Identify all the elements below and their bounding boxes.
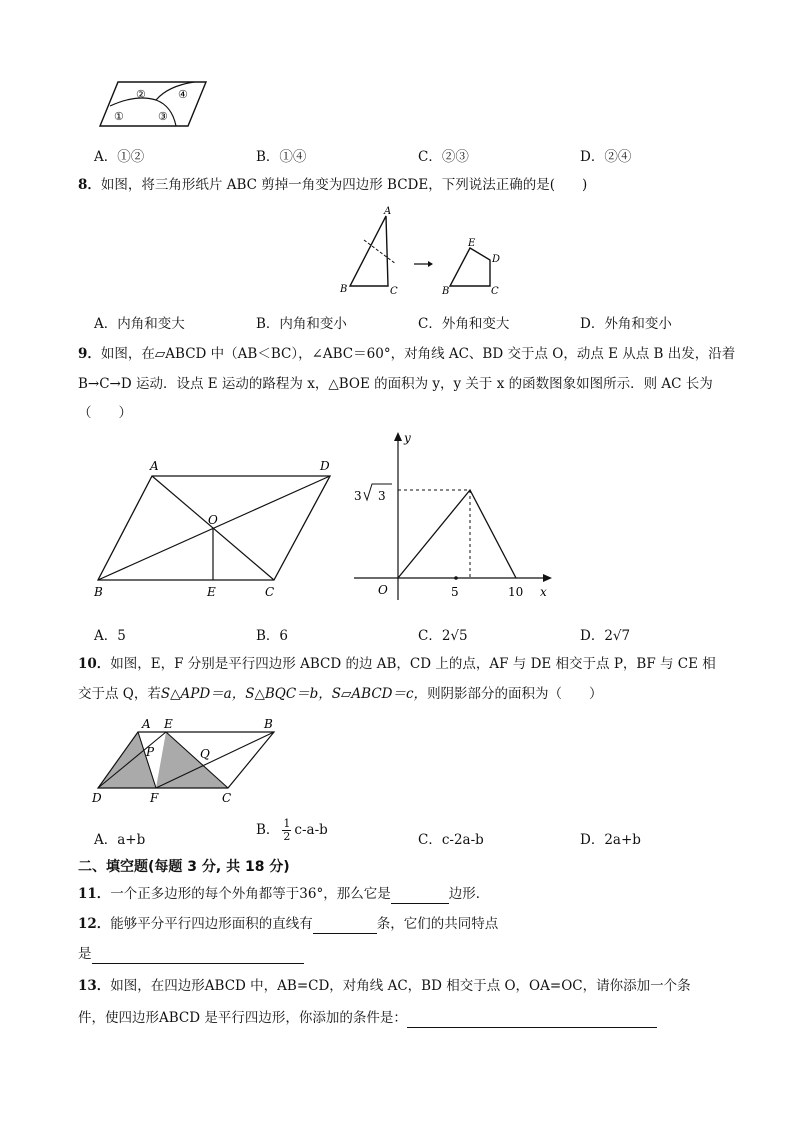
svg-text:C: C <box>222 791 232 805</box>
q11-answer-blank[interactable] <box>391 887 449 904</box>
svg-text:E: E <box>207 585 216 599</box>
region-4: ④ <box>178 88 188 101</box>
q9-option-c[interactable]: C．2√5 <box>418 628 468 644</box>
svg-text:C: C <box>390 286 398 296</box>
svg-text:A: A <box>384 206 392 217</box>
svg-text:3: 3 <box>378 489 386 503</box>
svg-text:A: A <box>150 459 159 473</box>
svg-text:B: B <box>340 284 348 295</box>
q11-question: 11．一个正多边形的每个外角都等于36°，那么它是 边形． <box>78 886 490 902</box>
svg-text:P: P <box>146 745 155 759</box>
svg-text:C: C <box>265 585 275 599</box>
q10-line2: 交于点 Q，若S△APD＝a，S△BQC＝b，S▱ABCD＝c，则阴影部分的面积为（ ） <box>78 686 603 702</box>
q12-question: 12．能够平分平行四边形面积的直线有 条，它们的共同特点 <box>78 916 499 932</box>
svg-text:y: y <box>404 431 411 445</box>
svg-text:D: D <box>492 254 501 265</box>
svg-text:5: 5 <box>451 585 459 599</box>
q8-option-d[interactable]: D．外角和变小 <box>580 316 672 332</box>
q10-s-abcd: S▱ABCD＝c， <box>331 686 428 702</box>
q9-option-d[interactable]: D．2√7 <box>580 628 631 644</box>
svg-text:E: E <box>164 717 173 731</box>
q7-option-c[interactable]: C．②③ <box>418 149 469 165</box>
q13-line1: 13．如图，在四边形ABCD 中，AB=CD，对角线 AC，BD 相交于点 O，OA=OC，请你添加一个条 <box>78 978 691 994</box>
q10-line1: 10．如图，E，F 分别是平行四边形 ABCD 的边 AB，CD 上的点，AF 与 DE 相交于点 P，BF 与 CE 相 <box>78 656 716 672</box>
q9-parallelogram-figure <box>88 456 340 602</box>
q8-option-a[interactable]: A．内角和变大 <box>94 316 185 332</box>
q10-option-d[interactable]: D．2a+b <box>580 832 641 848</box>
svg-text:B: B <box>264 717 273 731</box>
q10-number: 10． <box>78 656 111 672</box>
q9-line3: （ ） <box>78 405 132 421</box>
q9-line2: B→C→D 运动．设点 E 运动的路程为 x，△BOE 的面积为 y，y 关于 x 的函数图象如图所示．则 AC 长为 <box>78 376 713 392</box>
region-3: ③ <box>158 110 168 123</box>
svg-text:F: F <box>150 791 159 805</box>
svg-text:3: 3 <box>354 489 362 503</box>
q12-line2: 是 <box>78 944 304 964</box>
q13-answer-blank[interactable] <box>407 1011 657 1028</box>
q10-fraction: $\frac{1}{2}$ <box>283 817 291 843</box>
svg-text:B: B <box>94 585 103 599</box>
svg-text:B: B <box>442 286 450 296</box>
svg-text:D: D <box>92 791 102 805</box>
q8-figure <box>336 204 516 296</box>
svg-text:C: C <box>491 286 499 296</box>
svg-text:Q: Q <box>200 747 210 761</box>
q10-s-bqc: S△BQC＝b， <box>245 686 332 702</box>
q13-line2: 件，使四边形ABCD 是平行四边形，你添加的条件是： <box>78 1008 657 1028</box>
q10-option-a[interactable]: A．a+b <box>94 832 146 848</box>
q9-option-a[interactable]: A．5 <box>94 628 126 644</box>
svg-text:O: O <box>378 583 388 597</box>
svg-text:A: A <box>142 717 151 731</box>
q8-question <box>78 175 587 195</box>
svg-text:O: O <box>208 513 218 527</box>
q8-option-c[interactable]: C．外角和变大 <box>418 316 510 332</box>
svg-text:10: 10 <box>508 585 524 599</box>
q7-option-a[interactable]: A．①② <box>94 149 145 165</box>
region-2: ② <box>136 88 146 101</box>
q10-option-b[interactable]: B． $\frac{1}{2}$ c-a-b <box>256 817 328 843</box>
q10-option-c[interactable]: C．c-2a-b <box>418 832 484 848</box>
q7-option-b[interactable]: B．①④ <box>256 149 307 165</box>
svg-text:E: E <box>468 238 476 249</box>
q8-text: 如图，将三角形纸片 ABC 剪掉一角变为四边形 BCDE，下列说法正确的是( ) <box>100 177 588 193</box>
q10-s-apd: S△APD＝a， <box>160 686 246 702</box>
q9-line1: 9．如图，在▱ABCD 中（AB＜BC），∠ABC＝60°，对角线 AC、BD 交于点 O，动点 E 从点 B 出发，沿着 <box>78 346 736 362</box>
q7-figure <box>96 78 208 130</box>
svg-text:x: x <box>540 585 547 599</box>
q7-option-d[interactable]: D．②④ <box>580 149 632 165</box>
q8-option-b[interactable]: B．内角和变小 <box>256 316 347 332</box>
q12-answer-blank-1[interactable] <box>313 917 377 934</box>
region-1: ① <box>114 110 124 123</box>
q9-option-b[interactable]: B．6 <box>256 628 289 644</box>
svg-text:D: D <box>320 459 330 473</box>
q10-figure <box>88 716 288 808</box>
q9-number: 9． <box>78 346 101 362</box>
q8-number: 8． <box>78 177 101 193</box>
q9-function-graph <box>348 428 558 604</box>
q12-answer-blank-2[interactable] <box>92 947 304 964</box>
section-title: 二、填空题(每题 3 分, 共 18 分) <box>78 859 290 875</box>
